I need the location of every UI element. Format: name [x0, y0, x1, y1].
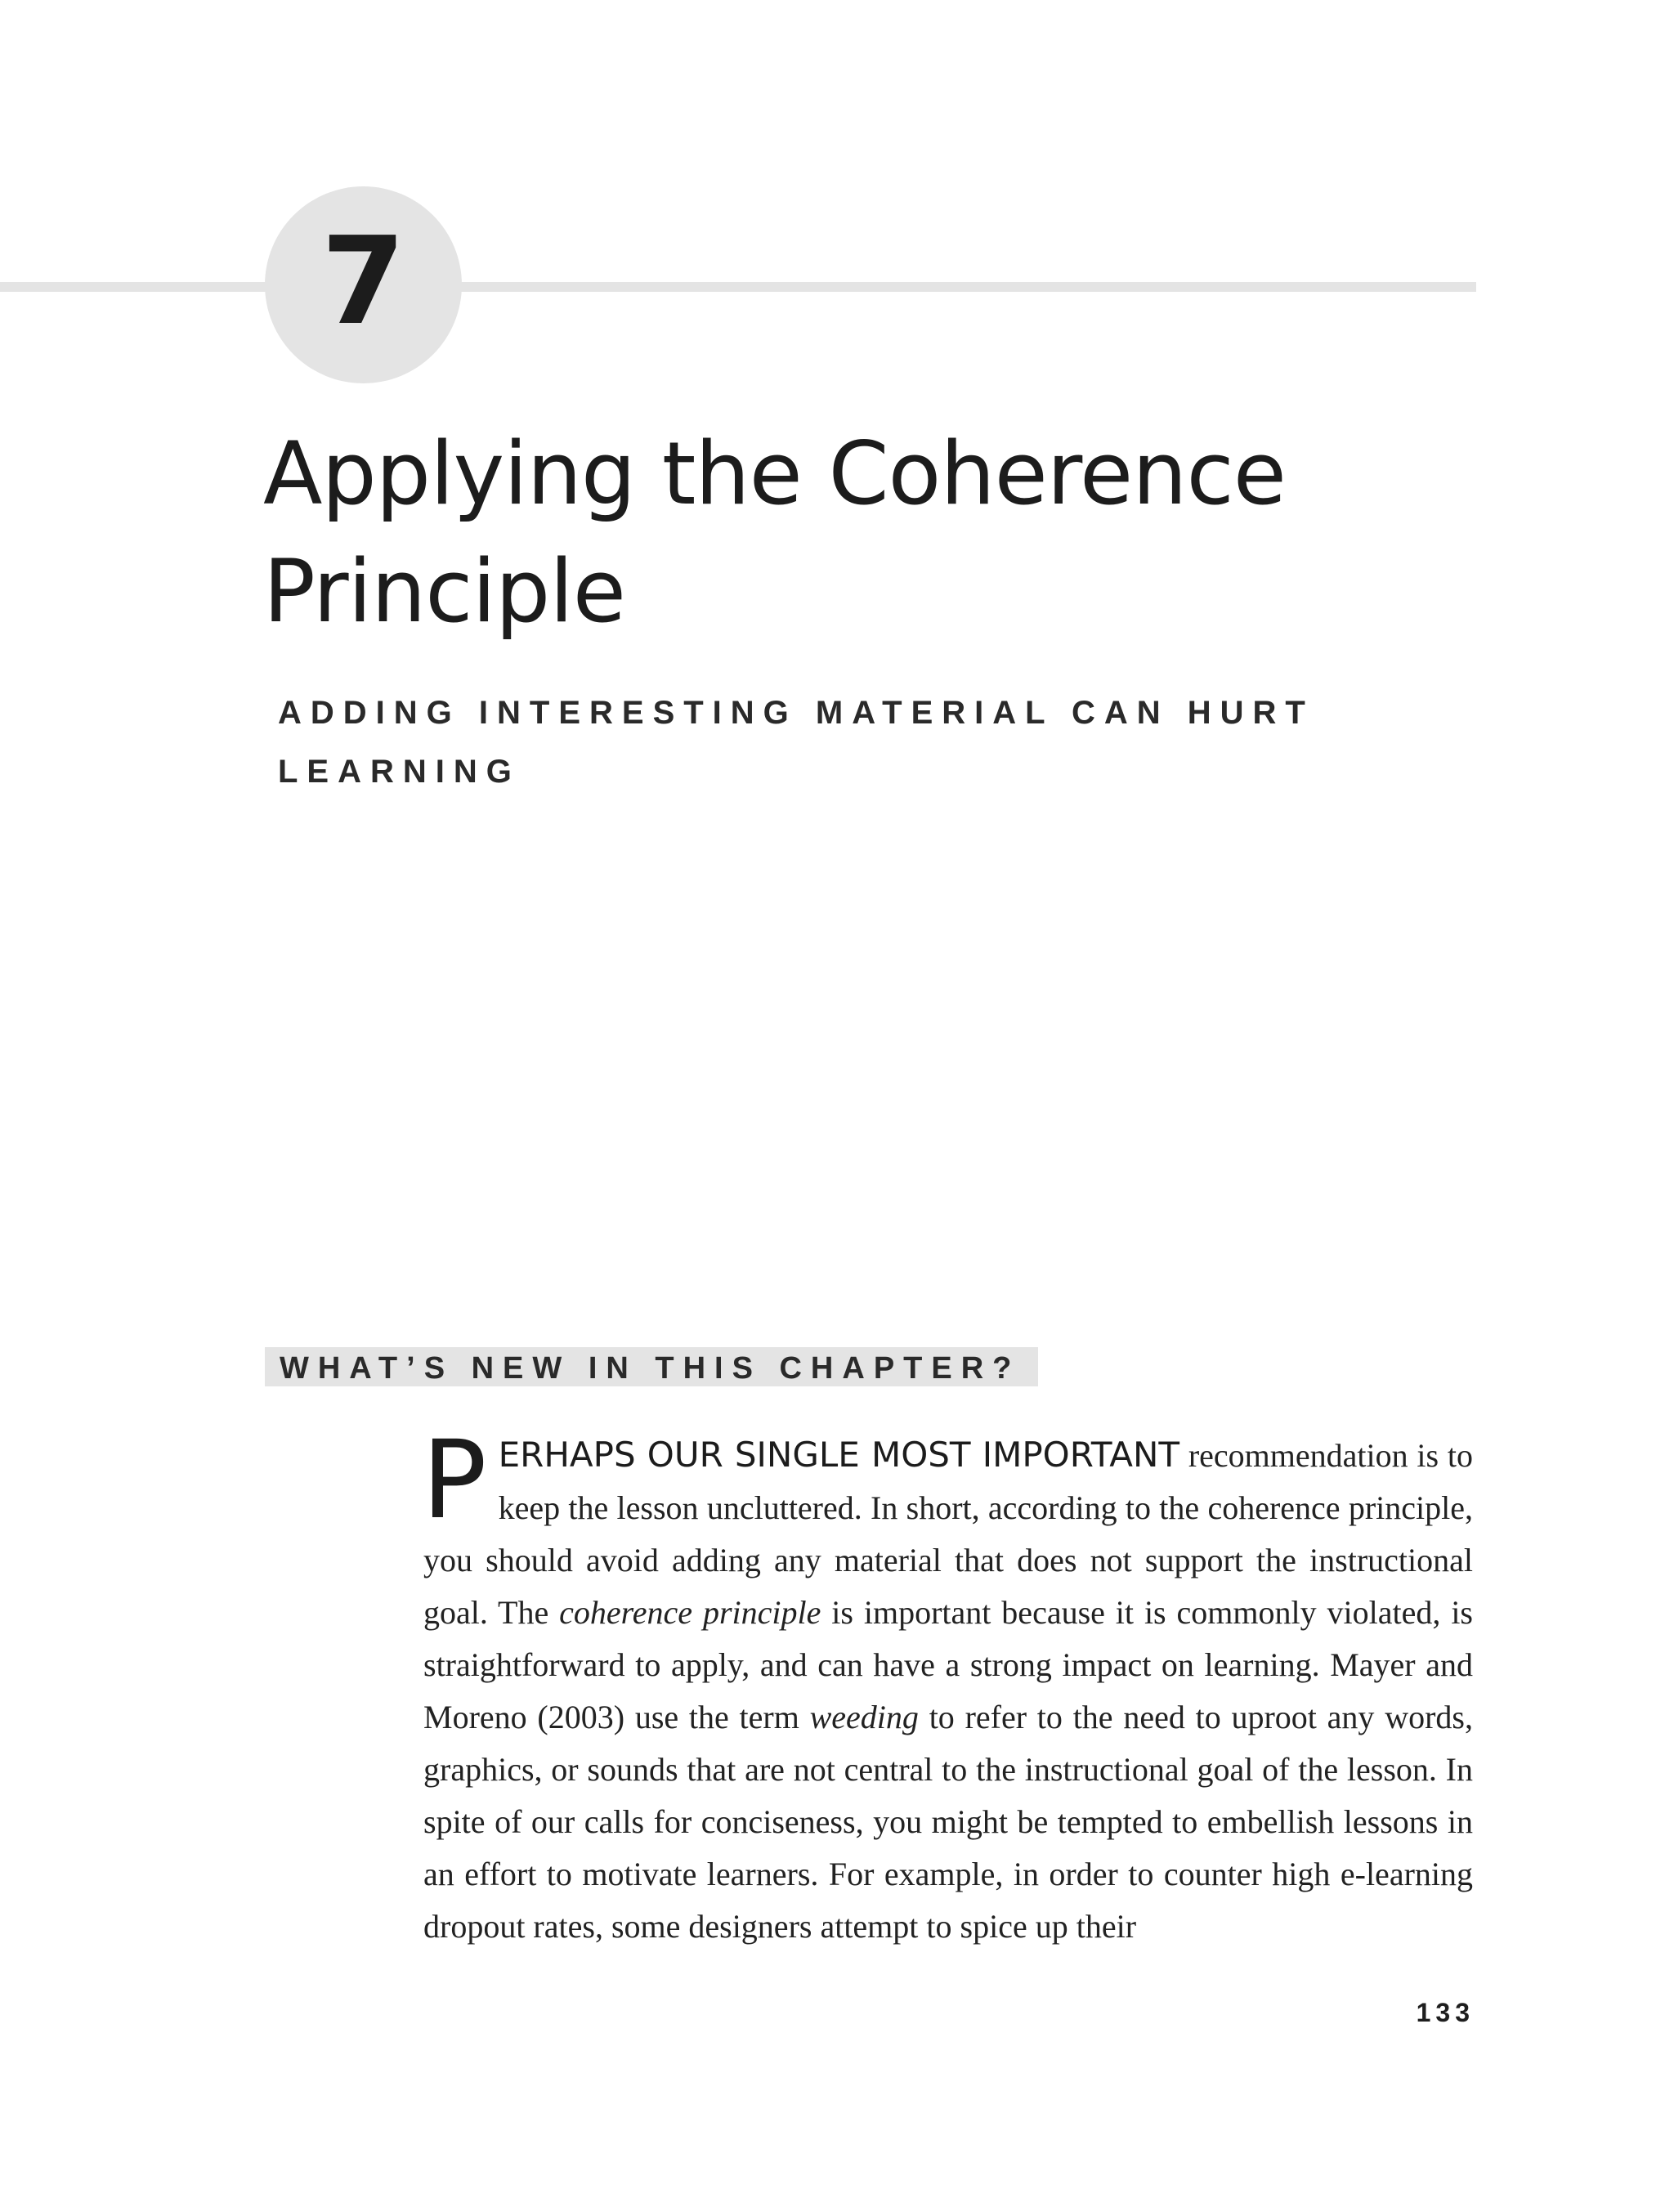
lead-in-text: ERHAPS OUR SINGLE MOST IMPORTANT — [498, 1435, 1180, 1475]
italic-term: coherence principle — [559, 1594, 821, 1631]
body-text-segment: is important because it is commonly violated, is straightforward to apply, and can have a strong impact on learning. Mayer and Moreno (2003) use the term — [423, 1594, 1473, 1735]
chapter-title: Applying the Coherence Principle — [263, 423, 1286, 642]
drop-cap: P — [422, 1417, 487, 1543]
body-paragraph — [422, 1417, 1473, 1953]
italic-term: weeding — [809, 1699, 919, 1735]
chapter-number: 7 — [321, 210, 405, 352]
page-number: 133 — [1416, 1998, 1475, 2027]
body-text-segment: to refer to the need to uproot any words, graphics, or sounds that are not central to the instructional goal of the lesson. In spite of our calls for conciseness, you might be tempted to embellish lessons in an effort to motivate learners. For example, in order to counter high e-learning dropout rates, some designers attempt to spice up their — [423, 1699, 1473, 1945]
chapter-header-rule — [0, 282, 1476, 292]
chapter-number-badge — [265, 186, 462, 383]
body-text-segment: recommendation is to keep the lesson uncluttered. In short, according to the coherence principle, you should avoid adding any material that does not support the instructional goal. The — [423, 1437, 1473, 1631]
chapter-subtitle: ADDING INTERESTING MATERIAL CAN HURT LEARNING — [278, 695, 1314, 790]
section-heading: WHAT’S NEW IN THIS CHAPTER? — [265, 1347, 1038, 1386]
